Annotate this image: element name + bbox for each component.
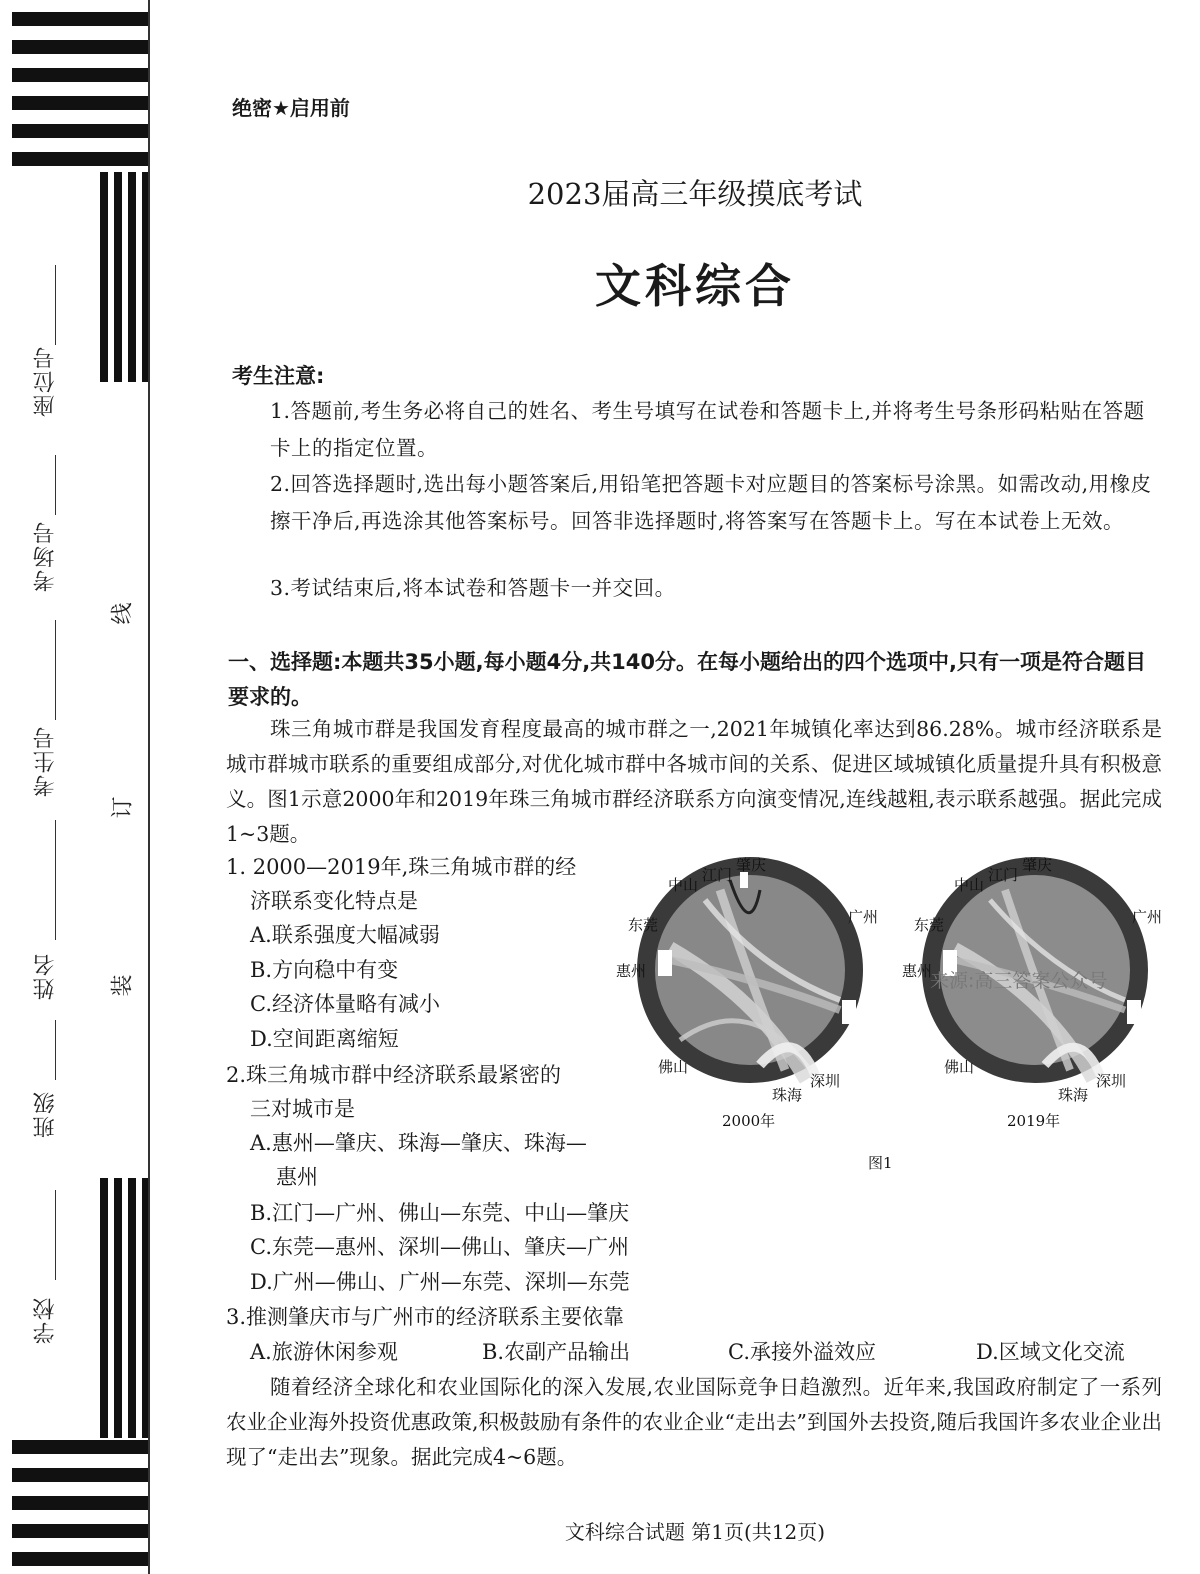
stripe-block (100, 1178, 148, 1438)
field-underline (55, 1020, 56, 1080)
chord-gap (740, 872, 748, 888)
stripe (12, 40, 148, 54)
q3-stem: 3.推测肇庆市与广州市的经济联系主要依靠 (226, 1305, 625, 1329)
city-label: 珠海 (772, 1086, 803, 1104)
q2-stem-b: 三对城市是 (250, 1097, 355, 1121)
city-label: 东莞 (628, 916, 659, 934)
notice-item-2: 2.回答选择题时,选出每小题答案后,用铅笔把答题卡对应题目的答案标号涂黑。如需改动,用橡皮擦干净后,再选涂其他答案标号。回答非选择题时,将答案写在答题卡上。写在本试卷上无效。 (270, 472, 1152, 533)
city-label: 广州 (1132, 908, 1163, 926)
field-underline (55, 455, 56, 515)
city-label: 珠海 (1058, 1086, 1089, 1104)
stripe (12, 1496, 148, 1510)
chord-gap (842, 1000, 856, 1024)
notice-heading: 考生注意: (232, 364, 325, 388)
city-label: 佛山 (944, 1058, 975, 1076)
city-label: 佛山 (658, 1058, 689, 1076)
field-school: 学校 (33, 1296, 58, 1344)
figure-1 (610, 850, 1170, 1180)
city-label: 中山 (668, 876, 699, 894)
exam-title: 2023届高三年级摸底考试 (527, 177, 863, 211)
q2-option-a-cont: 惠州 (276, 1165, 318, 1189)
stripe (12, 152, 148, 166)
q1-stem-b: 济联系变化特点是 (250, 889, 418, 913)
stripe (12, 1440, 148, 1454)
year-label-2019: 2019年 (1007, 1112, 1061, 1130)
city-label: 江门 (988, 866, 1019, 884)
subject-title: 文科综合 (595, 259, 795, 313)
stripe (12, 1552, 148, 1566)
chord-gap (1127, 1000, 1141, 1024)
figure-caption: 图1 (868, 1154, 893, 1172)
field-examinee: 考生号 (33, 725, 58, 797)
q3-option-d: D.区域文化交流 (976, 1340, 1125, 1364)
city-label: 中山 (954, 876, 985, 894)
q3-option-c: C.承接外溢效应 (728, 1340, 876, 1364)
watermark-text: 来源:高三答案公众号 (930, 970, 1108, 992)
stripe (12, 68, 148, 82)
notice-item-1: 1.答题前,考生务必将自己的姓名、考生号填写在试卷和答题卡上,并将考生号条形码粘贴在答题卡上的指定位置。 (270, 399, 1145, 460)
chord-diagram-2000 (646, 866, 856, 1080)
seal-char-line: 线 (110, 602, 136, 625)
field-underline (55, 820, 56, 940)
notice-item-3: 3.考试结束后,将本试卷和答题卡一并交回。 (270, 576, 676, 600)
intro-paragraph-1: 珠三角城市群是我国发育程度最高的城市群之一,2021年城镇化率达到86.28%。城市经济联系是城市群城市联系的重要组成部分,对优化城市群中各城市间的关系、促进区域城镇化质量提升具有积极意义。图1示意2000年和2019年珠三角城市群经济联系方向演变情况,连线越粗,表示联系越强。据此完成1~3题。 (226, 717, 1162, 846)
field-underline (55, 1190, 56, 1280)
q2-option-d: D.广州—佛山、广州—东莞、深圳—东莞 (250, 1270, 630, 1294)
field-underline (55, 620, 56, 720)
city-label: 惠州 (902, 962, 933, 980)
section-heading: 一、选择题:本题共35小题,每小题4分,共140分。在每小题给出的四个选项中,只有一项是符合题目要求的。 (228, 650, 1146, 709)
page-footer: 文科综合试题 第1页(共12页) (564, 1520, 826, 1544)
q3-option-b: B.农副产品输出 (482, 1340, 631, 1364)
year-label-2000: 2000年 (722, 1112, 776, 1130)
city-label: 广州 (848, 908, 879, 926)
city-label: 东莞 (914, 916, 945, 934)
binding-strip (0, 0, 160, 1574)
q1-option-a: A.联系强度大幅减弱 (250, 923, 440, 947)
city-label: 江门 (702, 866, 733, 884)
city-label: 肇庆 (1022, 856, 1053, 874)
binding-line (148, 0, 150, 1574)
secret-label: 绝密★启用前 (232, 96, 350, 120)
city-label: 深圳 (1096, 1072, 1127, 1090)
seal-char-load: 装 (110, 974, 136, 997)
chord-gap (658, 950, 672, 976)
q2-option-c: C.东莞—惠州、深圳—佛山、肇庆—广州 (250, 1235, 629, 1259)
q3-option-a: A.旅游休闲参观 (250, 1340, 398, 1364)
city-label: 深圳 (810, 1072, 841, 1090)
field-room: 考场号 (33, 520, 58, 592)
field-class: 班级 (33, 1090, 58, 1138)
stripe (12, 96, 148, 110)
stripe (12, 1468, 148, 1482)
q1-stem-a: 1. 2000—2019年,珠三角城市群的经 (226, 855, 577, 879)
stripe (12, 12, 148, 26)
q1-option-b: B.方向稳中有变 (250, 958, 399, 982)
city-label: 肇庆 (736, 856, 767, 874)
intro-paragraph-2: 随着经济全球化和农业国际化的深入发展,农业国际竞争日趋激烈。近年来,我国政府制定了一系列农业企业海外投资优惠政策,积极鼓励有条件的农业企业“走出去”到国外去投资,随后我国许多农业企业出现了“走出去”现象。据此完成4~6题。 (226, 1375, 1162, 1469)
city-label: 惠州 (616, 962, 647, 980)
field-name: 姓名 (33, 952, 58, 1000)
q1-option-d: D.空间距离缩短 (250, 1027, 399, 1051)
field-seat: 座位号 (33, 345, 58, 417)
seal-char-bind: 订 (110, 796, 136, 819)
stripe (12, 124, 148, 138)
q1-option-c: C.经济体量略有减小 (250, 992, 440, 1016)
q2-stem-a: 2.珠三角城市群中经济联系最紧密的 (226, 1063, 562, 1087)
q2-option-a: A.惠州—肇庆、珠海—肇庆、珠海— (250, 1131, 587, 1155)
q2-option-b: B.江门—广州、佛山—东莞、中山—肇庆 (250, 1201, 630, 1225)
